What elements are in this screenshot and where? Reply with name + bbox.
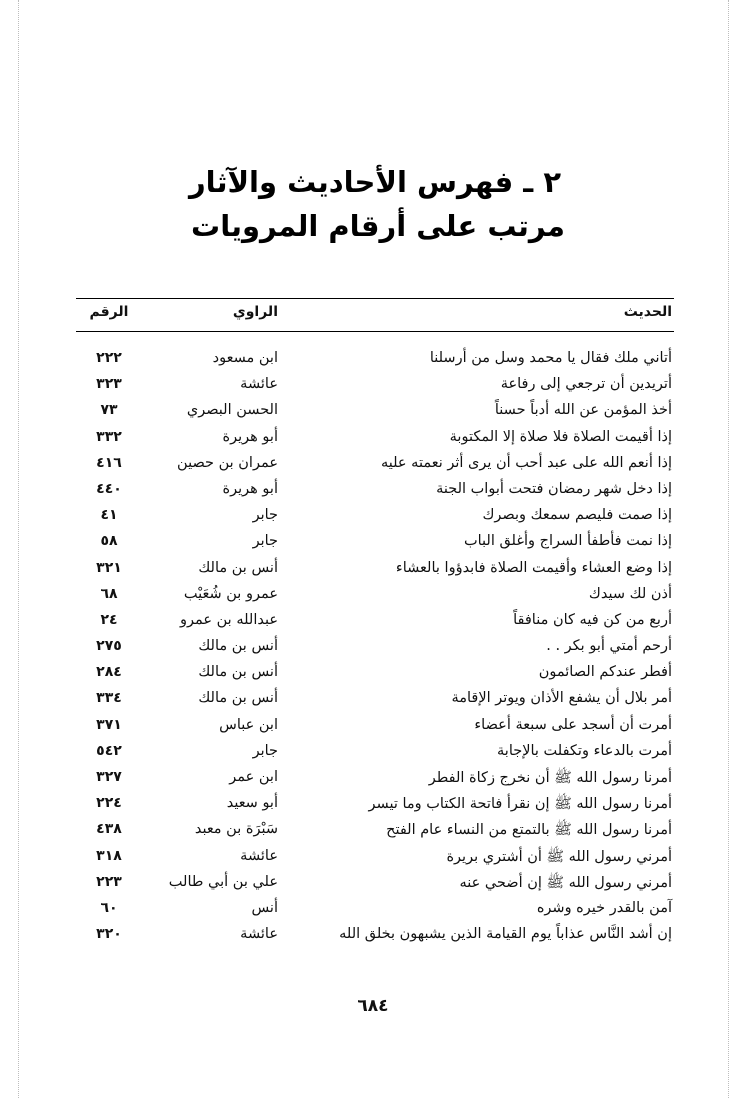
riwaya-number: ٢٢٢ <box>96 350 122 366</box>
riwaya-number: ٤١ <box>100 507 118 524</box>
rawi-name: عائشة <box>240 376 278 393</box>
table-row <box>76 924 674 950</box>
table-row <box>76 688 674 714</box>
rawi-name: عبدالله بن عمرو <box>180 611 278 628</box>
hadith-text: أمرت أن أسجد على سبعة أعضاء <box>474 716 672 733</box>
riwaya-number: ٢٧٥ <box>96 638 122 655</box>
hadith-text: أتريدين أن ترجعي إلى رفاعة <box>500 376 672 393</box>
hadith-text: إذا أقيمت الصلاة فلا صلاة إلا المكتوبة <box>449 428 672 445</box>
riwaya-number: ٧٣ <box>100 402 118 419</box>
rawi-name: عمرو بن شُعَيْب <box>183 585 278 602</box>
riwaya-number: ٣٢٣ <box>96 376 122 393</box>
table-row <box>76 741 674 767</box>
hadith-text: أذن لك سيدك <box>588 585 672 602</box>
hadith-text: أمرنا رسول الله ﷺ أن نخرج زكاة الفطر <box>428 770 672 786</box>
rawi-name: سَبْرَة بن معبد <box>194 821 278 838</box>
rawi-name: جابر <box>252 533 278 550</box>
rawi-name: علي بن أبي طالب <box>168 873 278 890</box>
header-number: الرقم <box>89 304 129 320</box>
hadith-text: أمرنا رسول الله ﷺ إن نقرأ فاتحة الكتاب وما تيسر <box>368 796 672 813</box>
table-row <box>76 898 674 924</box>
hadith-text: أتاني ملك فقال يا محمد وسل من أرسلنا <box>429 350 672 366</box>
rawi-name: أنس بن مالك <box>198 690 278 707</box>
riwaya-number: ٣٣٤ <box>96 690 122 707</box>
rawi-name: عمران بن حصين <box>177 454 278 471</box>
rawi-name: أنس بن مالك <box>198 559 278 576</box>
header-hadith: الحديث <box>623 304 672 320</box>
table-row <box>76 636 674 662</box>
hadith-text: أمرت بالدعاء وتكفلت بالإجابة <box>497 742 672 759</box>
table-row <box>76 846 674 872</box>
riwaya-number: ٤٤٠ <box>96 480 122 497</box>
riwaya-number: ٦٠ <box>100 899 118 916</box>
table-row <box>76 610 674 636</box>
rawi-name: عائشة <box>240 847 278 864</box>
table-row <box>76 715 674 741</box>
table-row <box>76 662 674 688</box>
hadith-text: أربع من كن فيه كان منافقاً <box>513 611 672 628</box>
riwaya-number: ٤١٦ <box>96 454 122 471</box>
table-row <box>76 584 674 610</box>
table-top-rule <box>76 298 674 299</box>
hadith-text: إذا نمت فأطفأ السراج وأغلق الباب <box>463 533 672 550</box>
title-line-1: ٢ ـ فهرس الأحاديث والآثار <box>188 165 562 199</box>
rawi-name: أنس <box>251 899 278 916</box>
riwaya-number: ٤٣٨ <box>96 821 122 838</box>
rawi-name: أبو هريرة <box>222 480 278 497</box>
hadith-text: إذا دخل شهر رمضان فتحت أبواب الجنة <box>436 480 672 497</box>
hadith-text: أمرني رسول الله ﷺ إن أضحي عنه <box>459 874 672 891</box>
page-title <box>0 160 746 248</box>
table-row <box>76 374 674 400</box>
rawi-name: جابر <box>252 742 278 759</box>
table-row <box>76 872 674 898</box>
table-row <box>76 558 674 584</box>
page-number: ٦٨٤ <box>357 996 389 1016</box>
hadith-text: أمرني رسول الله ﷺ أن أشتري بريرة <box>446 848 672 865</box>
rawi-name: ابن عباس <box>219 716 278 733</box>
table-header-rule <box>76 331 674 332</box>
hadith-text: أمر بلال أن يشفع الأذان ويوتر الإقامة <box>451 690 672 707</box>
rawi-name: الحسن البصري <box>186 402 278 419</box>
riwaya-number: ٦٨ <box>100 585 118 602</box>
riwaya-number: ٢٤ <box>100 611 118 628</box>
riwaya-number: ٣٣٢ <box>96 428 122 445</box>
rawi-name: أبو سعيد <box>226 795 278 812</box>
header-rawi: الراوي <box>232 304 278 320</box>
table-row <box>76 400 674 426</box>
title-line-2: مرتب على أرقام المرويات <box>191 209 565 243</box>
rawi-name: أنس بن مالك <box>198 664 278 681</box>
hadith-text: إذا وضع العشاء وأقيمت الصلاة فابدؤوا بالعشاء <box>395 559 672 576</box>
hadith-text: أرحم أمتي أبو بكر . . <box>546 638 672 655</box>
hadith-text: أخذ المؤمن عن الله أدباً حسناً <box>494 402 672 419</box>
rawi-name: عائشة <box>240 926 278 943</box>
riwaya-number: ٢٢٤ <box>96 795 122 812</box>
riwaya-number: ٢٨٤ <box>96 664 122 681</box>
table-row <box>76 348 674 374</box>
hadith-text: آمن بالقدر خيره وشره <box>536 899 672 916</box>
riwaya-number: ٣٢٠ <box>96 926 122 943</box>
riwaya-number: ٣٢١ <box>96 559 122 576</box>
hadith-text: إن أشد النَّاس عذاباً يوم القيامة الذين يشبهون بخلق الله <box>339 926 672 943</box>
hadith-text: إذا أنعم الله على عبد أحب أن يرى أثر نعمته عليه <box>380 454 672 471</box>
table-row <box>76 819 674 845</box>
rawi-name: ابن مسعود <box>212 350 278 366</box>
rawi-name: ابن عمر <box>229 769 278 785</box>
rawi-name: أنس بن مالك <box>198 638 278 655</box>
table-row <box>76 767 674 793</box>
riwaya-number: ٢٢٣ <box>96 873 122 890</box>
hadith-text: أفطر عندكم الصائمون <box>538 664 672 681</box>
table-header <box>76 304 674 328</box>
table-row <box>76 505 674 531</box>
table-row <box>76 453 674 479</box>
table-row <box>76 793 674 819</box>
rawi-name: أبو هريرة <box>222 428 278 445</box>
riwaya-number: ٥٨ <box>100 533 118 550</box>
table-body <box>76 348 674 950</box>
rawi-name: جابر <box>252 507 278 524</box>
hadith-text: أمرنا رسول الله ﷺ بالتمتع من النساء عام الفتح <box>386 822 672 839</box>
riwaya-number: ٥٤٢ <box>96 742 122 759</box>
table-row <box>76 531 674 557</box>
riwaya-number: ٣٢٧ <box>96 769 122 785</box>
riwaya-number: ٣٧١ <box>96 716 122 733</box>
riwaya-number: ٣١٨ <box>96 847 122 864</box>
table-row <box>76 427 674 453</box>
table-row <box>76 479 674 505</box>
hadith-text: إذا صمت فليصم سمعك وبصرك <box>482 507 672 524</box>
